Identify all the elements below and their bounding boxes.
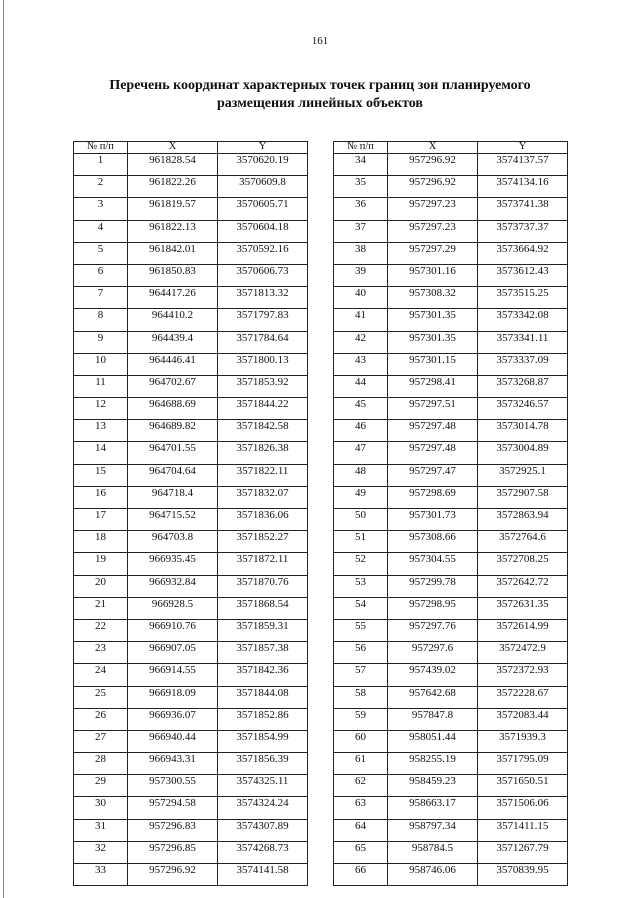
header-y: Y <box>478 142 568 154</box>
cell-num: 54 <box>334 597 388 619</box>
cell-y: 3574141.58 <box>218 864 308 886</box>
cell-x: 957296.92 <box>128 864 218 886</box>
cell-num: 16 <box>74 486 128 508</box>
table-row <box>74 198 308 220</box>
table-row <box>334 753 568 775</box>
cell-y: 3573246.57 <box>478 398 568 420</box>
cell-x: 961850.83 <box>128 264 218 286</box>
table-row <box>334 797 568 819</box>
cell-x: 957298.95 <box>388 597 478 619</box>
table-row <box>334 841 568 863</box>
cell-num: 31 <box>74 819 128 841</box>
cell-num: 10 <box>74 353 128 375</box>
cell-y: 3571859.31 <box>218 619 308 641</box>
table-row <box>334 398 568 420</box>
cell-num: 6 <box>74 264 128 286</box>
cell-num: 30 <box>74 797 128 819</box>
cell-y: 3573737.37 <box>478 220 568 242</box>
table-row <box>334 353 568 375</box>
title-line-1: Перечень координат характерных точек границ зон планируемого <box>109 78 531 93</box>
cell-x: 964439.4 <box>128 331 218 353</box>
cell-x: 964715.52 <box>128 509 218 531</box>
cell-y: 3571822.11 <box>218 464 308 486</box>
cell-num: 18 <box>74 531 128 553</box>
cell-y: 3572708.25 <box>478 553 568 575</box>
table-row <box>334 686 568 708</box>
table-row <box>334 531 568 553</box>
cell-x: 957297.6 <box>388 642 478 664</box>
table-row <box>74 642 308 664</box>
table-row <box>334 420 568 442</box>
cell-y: 3571797.83 <box>218 309 308 331</box>
table-row <box>74 841 308 863</box>
cell-x: 964701.55 <box>128 442 218 464</box>
cell-y: 3571852.27 <box>218 531 308 553</box>
cell-y: 3572642.72 <box>478 575 568 597</box>
cell-y: 3570592.16 <box>218 242 308 264</box>
cell-num: 9 <box>74 331 128 353</box>
cell-x: 957301.15 <box>388 353 478 375</box>
table-row <box>74 398 308 420</box>
cell-num: 66 <box>334 864 388 886</box>
coordinates-table-right <box>333 141 568 886</box>
cell-x: 966907.05 <box>128 642 218 664</box>
cell-y: 3573337.09 <box>478 353 568 375</box>
table-row <box>74 509 308 531</box>
table-row <box>334 220 568 242</box>
table-header-row <box>334 142 568 154</box>
cell-y: 3571813.32 <box>218 287 308 309</box>
cell-x: 957301.73 <box>388 509 478 531</box>
cell-y: 3571836.06 <box>218 509 308 531</box>
cell-num: 50 <box>334 509 388 531</box>
cell-num: 42 <box>334 331 388 353</box>
table-row <box>74 686 308 708</box>
cell-y: 3573515.25 <box>478 287 568 309</box>
cell-num: 24 <box>74 664 128 686</box>
cell-num: 15 <box>74 464 128 486</box>
cell-y: 3571857.38 <box>218 642 308 664</box>
cell-num: 47 <box>334 442 388 464</box>
cell-x: 964702.67 <box>128 375 218 397</box>
table-row <box>74 176 308 198</box>
table-row <box>74 819 308 841</box>
table-row <box>334 442 568 464</box>
cell-y: 3572764.6 <box>478 531 568 553</box>
table-row <box>74 353 308 375</box>
table-row <box>74 664 308 686</box>
page-number: 161 <box>311 35 329 47</box>
cell-y: 3572863.94 <box>478 509 568 531</box>
cell-num: 57 <box>334 664 388 686</box>
cell-x: 957296.85 <box>128 841 218 863</box>
table-row <box>74 553 308 575</box>
cell-num: 1 <box>74 154 128 176</box>
table-row <box>334 819 568 841</box>
cell-y: 3571856.39 <box>218 753 308 775</box>
cell-x: 966935.45 <box>128 553 218 575</box>
cell-x: 966918.09 <box>128 686 218 708</box>
cell-x: 957308.66 <box>388 531 478 553</box>
cell-num: 17 <box>74 509 128 531</box>
table-row <box>74 797 308 819</box>
cell-num: 48 <box>334 464 388 486</box>
cell-x: 957304.55 <box>388 553 478 575</box>
table-row <box>74 375 308 397</box>
cell-num: 3 <box>74 198 128 220</box>
cell-x: 966914.55 <box>128 664 218 686</box>
cell-y: 3574325.11 <box>218 775 308 797</box>
cell-x: 957294.58 <box>128 797 218 819</box>
cell-y: 3571852.86 <box>218 708 308 730</box>
header-y: Y <box>218 142 308 154</box>
cell-y: 3570606.73 <box>218 264 308 286</box>
cell-x: 957299.78 <box>388 575 478 597</box>
cell-num: 64 <box>334 819 388 841</box>
cell-y: 3573342.08 <box>478 309 568 331</box>
cell-y: 3571832.07 <box>218 486 308 508</box>
cell-num: 56 <box>334 642 388 664</box>
header-num: № п/п <box>334 142 388 154</box>
cell-x: 957297.76 <box>388 619 478 641</box>
cell-x: 961822.13 <box>128 220 218 242</box>
cell-x: 966910.76 <box>128 619 218 641</box>
cell-num: 46 <box>334 420 388 442</box>
cell-num: 43 <box>334 353 388 375</box>
cell-num: 51 <box>334 531 388 553</box>
cell-num: 2 <box>74 176 128 198</box>
cell-num: 65 <box>334 841 388 863</box>
cell-y: 3574134.16 <box>478 176 568 198</box>
cell-y: 3574324.24 <box>218 797 308 819</box>
table-row <box>334 287 568 309</box>
cell-x: 957301.35 <box>388 331 478 353</box>
table-row <box>334 597 568 619</box>
table-row <box>74 242 308 264</box>
cell-y: 3570839.95 <box>478 864 568 886</box>
cell-x: 961828.54 <box>128 154 218 176</box>
table-row <box>334 730 568 752</box>
cell-x: 957297.23 <box>388 198 478 220</box>
cell-y: 3571267.79 <box>478 841 568 863</box>
coordinates-table-left <box>73 141 308 886</box>
cell-y: 3570605.71 <box>218 198 308 220</box>
cell-num: 55 <box>334 619 388 641</box>
cell-x: 957297.48 <box>388 420 478 442</box>
cell-num: 33 <box>74 864 128 886</box>
cell-x: 964410.2 <box>128 309 218 331</box>
table-row <box>74 264 308 286</box>
cell-y: 3573341.11 <box>478 331 568 353</box>
cell-y: 3572228.67 <box>478 686 568 708</box>
cell-y: 3571842.58 <box>218 420 308 442</box>
cell-num: 21 <box>74 597 128 619</box>
table-row <box>334 264 568 286</box>
document-title <box>0 77 640 113</box>
cell-num: 19 <box>74 553 128 575</box>
cell-x: 957298.41 <box>388 375 478 397</box>
table-row <box>74 864 308 886</box>
cell-x: 958051.44 <box>388 730 478 752</box>
table-right-body <box>334 142 568 886</box>
cell-num: 59 <box>334 708 388 730</box>
cell-y: 3573004.89 <box>478 442 568 464</box>
cell-num: 25 <box>74 686 128 708</box>
cell-x: 957297.47 <box>388 464 478 486</box>
table-row <box>74 220 308 242</box>
cell-y: 3573741.38 <box>478 198 568 220</box>
cell-y: 3572631.35 <box>478 597 568 619</box>
cell-num: 27 <box>74 730 128 752</box>
table-row <box>74 531 308 553</box>
cell-x: 961819.57 <box>128 198 218 220</box>
cell-num: 49 <box>334 486 388 508</box>
table-row <box>334 154 568 176</box>
cell-num: 40 <box>334 287 388 309</box>
table-row <box>334 176 568 198</box>
table-row <box>334 619 568 641</box>
cell-x: 958459.23 <box>388 775 478 797</box>
table-row <box>74 775 308 797</box>
cell-num: 63 <box>334 797 388 819</box>
cell-num: 36 <box>334 198 388 220</box>
cell-x: 957439.02 <box>388 664 478 686</box>
cell-y: 3571844.22 <box>218 398 308 420</box>
cell-y: 3571844.08 <box>218 686 308 708</box>
cell-num: 38 <box>334 242 388 264</box>
cell-y: 3572372.93 <box>478 664 568 686</box>
cell-y: 3571872.11 <box>218 553 308 575</box>
table-row <box>74 420 308 442</box>
cell-y: 3570620.19 <box>218 154 308 176</box>
cell-num: 5 <box>74 242 128 264</box>
cell-x: 957298.69 <box>388 486 478 508</box>
cell-num: 20 <box>74 575 128 597</box>
table-row <box>74 619 308 641</box>
cell-x: 961822.26 <box>128 176 218 198</box>
cell-x: 966928.5 <box>128 597 218 619</box>
table-row <box>74 486 308 508</box>
header-x: X <box>128 142 218 154</box>
cell-y: 3571870.76 <box>218 575 308 597</box>
table-row <box>74 287 308 309</box>
cell-y: 3573268.87 <box>478 375 568 397</box>
table-row <box>334 198 568 220</box>
table-row <box>334 864 568 886</box>
cell-y: 3571506.06 <box>478 797 568 819</box>
table-row <box>74 331 308 353</box>
table-row <box>334 242 568 264</box>
table-row <box>74 309 308 331</box>
cell-num: 45 <box>334 398 388 420</box>
cell-x: 957642.68 <box>388 686 478 708</box>
cell-x: 957301.16 <box>388 264 478 286</box>
cell-y: 3571854.99 <box>218 730 308 752</box>
cell-num: 39 <box>334 264 388 286</box>
cell-y: 3572614.99 <box>478 619 568 641</box>
cell-num: 7 <box>74 287 128 309</box>
cell-y: 3574268.73 <box>218 841 308 863</box>
cell-y: 3574137.57 <box>478 154 568 176</box>
table-row <box>334 575 568 597</box>
table-row <box>334 375 568 397</box>
cell-num: 8 <box>74 309 128 331</box>
cell-x: 957308.32 <box>388 287 478 309</box>
table-row <box>74 442 308 464</box>
cell-x: 957847.8 <box>388 708 478 730</box>
table-left-body <box>74 142 308 886</box>
cell-x: 966940.44 <box>128 730 218 752</box>
cell-num: 4 <box>74 220 128 242</box>
cell-x: 957297.29 <box>388 242 478 264</box>
cell-y: 3571411.15 <box>478 819 568 841</box>
cell-num: 52 <box>334 553 388 575</box>
scan-edge-line <box>3 0 4 898</box>
table-row <box>74 730 308 752</box>
cell-num: 14 <box>74 442 128 464</box>
cell-x: 958663.17 <box>388 797 478 819</box>
cell-y: 3570609.8 <box>218 176 308 198</box>
table-row <box>334 775 568 797</box>
table-row <box>74 154 308 176</box>
cell-x: 957296.83 <box>128 819 218 841</box>
cell-x: 964446.41 <box>128 353 218 375</box>
table-row <box>334 664 568 686</box>
cell-x: 958746.06 <box>388 864 478 886</box>
cell-x: 964417.26 <box>128 287 218 309</box>
cell-y: 3571795.09 <box>478 753 568 775</box>
cell-y: 3571868.54 <box>218 597 308 619</box>
cell-y: 3572083.44 <box>478 708 568 730</box>
cell-y: 3574307.89 <box>218 819 308 841</box>
cell-x: 964718.4 <box>128 486 218 508</box>
table-row <box>334 486 568 508</box>
table-row <box>334 331 568 353</box>
table-row <box>74 464 308 486</box>
cell-y: 3571800.13 <box>218 353 308 375</box>
cell-y: 3571826.38 <box>218 442 308 464</box>
cell-num: 44 <box>334 375 388 397</box>
cell-y: 3573664.92 <box>478 242 568 264</box>
table-row <box>74 597 308 619</box>
cell-y: 3571650.51 <box>478 775 568 797</box>
cell-x: 964689.82 <box>128 420 218 442</box>
cell-x: 957296.92 <box>388 176 478 198</box>
cell-x: 957297.48 <box>388 442 478 464</box>
cell-x: 964688.69 <box>128 398 218 420</box>
cell-num: 13 <box>74 420 128 442</box>
cell-num: 29 <box>74 775 128 797</box>
cell-y: 3571842.36 <box>218 664 308 686</box>
header-x: X <box>388 142 478 154</box>
cell-num: 35 <box>334 176 388 198</box>
cell-x: 957297.23 <box>388 220 478 242</box>
cell-y: 3570604.18 <box>218 220 308 242</box>
table-row <box>74 575 308 597</box>
cell-num: 58 <box>334 686 388 708</box>
cell-x: 957297.51 <box>388 398 478 420</box>
cell-num: 22 <box>74 619 128 641</box>
cell-num: 28 <box>74 753 128 775</box>
table-row <box>334 464 568 486</box>
cell-x: 958797.34 <box>388 819 478 841</box>
cell-num: 23 <box>74 642 128 664</box>
header-num: № п/п <box>74 142 128 154</box>
cell-num: 37 <box>334 220 388 242</box>
cell-y: 3573014.78 <box>478 420 568 442</box>
cell-x: 966936.07 <box>128 708 218 730</box>
cell-x: 958784.5 <box>388 841 478 863</box>
cell-num: 11 <box>74 375 128 397</box>
cell-num: 60 <box>334 730 388 752</box>
cell-x: 966943.31 <box>128 753 218 775</box>
cell-num: 34 <box>334 154 388 176</box>
cell-num: 26 <box>74 708 128 730</box>
cell-x: 964704.64 <box>128 464 218 486</box>
title-line-2: размещения линейных объектов <box>217 96 423 111</box>
cell-y: 3573612.43 <box>478 264 568 286</box>
table-row <box>74 708 308 730</box>
cell-x: 957296.92 <box>388 154 478 176</box>
cell-x: 958255.19 <box>388 753 478 775</box>
cell-y: 3572472.9 <box>478 642 568 664</box>
cell-num: 62 <box>334 775 388 797</box>
cell-num: 32 <box>74 841 128 863</box>
cell-y: 3571853.92 <box>218 375 308 397</box>
cell-y: 3572925.1 <box>478 464 568 486</box>
table-row <box>334 642 568 664</box>
cell-num: 61 <box>334 753 388 775</box>
cell-num: 53 <box>334 575 388 597</box>
cell-x: 957300.55 <box>128 775 218 797</box>
cell-num: 12 <box>74 398 128 420</box>
cell-y: 3571784.64 <box>218 331 308 353</box>
table-row <box>334 509 568 531</box>
cell-x: 964703.8 <box>128 531 218 553</box>
table-header-row <box>74 142 308 154</box>
cell-num: 41 <box>334 309 388 331</box>
table-row <box>334 309 568 331</box>
table-row <box>334 708 568 730</box>
cell-x: 966932.84 <box>128 575 218 597</box>
cell-y: 3572907.58 <box>478 486 568 508</box>
table-row <box>334 553 568 575</box>
cell-x: 961842.01 <box>128 242 218 264</box>
cell-x: 957301.35 <box>388 309 478 331</box>
cell-y: 3571939.3 <box>478 730 568 752</box>
table-row <box>74 753 308 775</box>
